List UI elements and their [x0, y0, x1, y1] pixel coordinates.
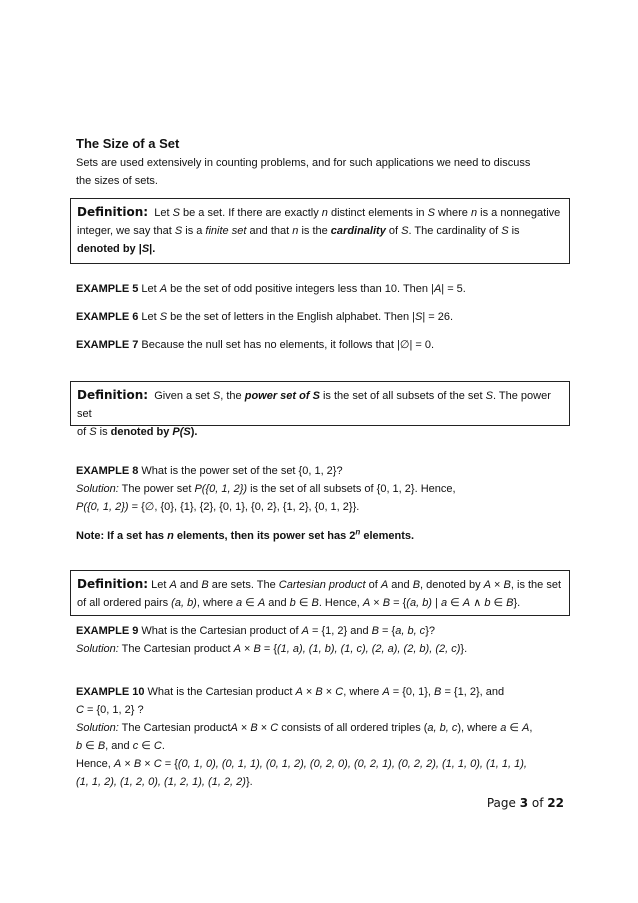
- def-var: S: [141, 243, 150, 255]
- example-text: What is the Cartesian product: [144, 686, 296, 698]
- example-8: [76, 462, 566, 516]
- def-text: . Hence,: [318, 597, 363, 609]
- example-text: = {1, 2} and: [308, 625, 372, 637]
- example-text: = {1, 2}, and: [441, 686, 505, 698]
- def-text: , denoted by: [420, 579, 484, 591]
- def-term: Cartesian product: [278, 579, 366, 591]
- def-var: a: [440, 597, 448, 609]
- def-text: and: [176, 579, 202, 591]
- example-text: Let: [138, 311, 160, 323]
- def-text: and: [265, 597, 290, 609]
- def-var: b: [289, 597, 296, 609]
- def-text: are sets. The: [208, 579, 279, 591]
- example-text: ×: [322, 686, 336, 698]
- example-var: B: [253, 643, 261, 655]
- def-text: Let: [148, 579, 170, 591]
- example-text: , and: [105, 740, 133, 752]
- example-10: [76, 683, 566, 791]
- example-expr: (1, 1, 2), (1, 2, 0), (1, 2, 1), (1, 2, 2): [76, 776, 246, 788]
- note-exponent: n: [355, 527, 361, 537]
- example-text: .: [161, 740, 165, 752]
- example-var: C: [76, 704, 84, 716]
- def-text: ∈: [490, 597, 507, 609]
- example-text: What is the Cartesian product of: [138, 625, 302, 637]
- example-var: A: [159, 283, 168, 295]
- example-text: ), where: [457, 722, 501, 734]
- def-var: B: [311, 597, 319, 609]
- example-text: }?: [425, 625, 435, 637]
- section-intro: [76, 154, 566, 190]
- def-term: power set of S: [244, 390, 320, 402]
- def-var: S: [501, 225, 509, 237]
- example-var: S: [159, 311, 168, 323]
- def-text: of: [77, 426, 90, 438]
- def-var: B: [503, 579, 511, 591]
- def-text: is a nonnegative: [477, 207, 561, 219]
- example-var: A: [233, 643, 241, 655]
- def-text: of all ordered pairs: [77, 597, 172, 609]
- def-text: . The cardinality of: [408, 225, 502, 237]
- example-label: EXAMPLE 7: [76, 339, 139, 351]
- def-text: |.: [149, 243, 156, 255]
- solution-label: Solution:: [76, 722, 119, 734]
- def-var: B: [506, 597, 514, 609]
- example-text: be the set of letters in the English alphabet. Then |: [167, 311, 415, 323]
- def-var: B: [201, 579, 209, 591]
- note-text: elements.: [360, 530, 415, 542]
- example-var: A: [382, 686, 390, 698]
- def-term: finite set: [205, 225, 247, 237]
- def-text: ∈: [447, 597, 463, 609]
- note-text: elements, then its power set has 2: [173, 530, 356, 542]
- def-text: where: [434, 207, 471, 219]
- example-var: a, b, c: [427, 722, 458, 734]
- def-var: S: [89, 426, 97, 438]
- def-text: }.: [513, 597, 521, 609]
- def-text: of: [385, 225, 402, 237]
- def-text: . The power set: [77, 390, 551, 420]
- note-power-set-size: [76, 527, 566, 545]
- intro-line-1: Sets are used extensively in counting problems, and for such applications we need to discuss: [76, 157, 531, 169]
- example-var: B: [97, 740, 106, 752]
- def-text: |: [431, 597, 441, 609]
- example-text: ×: [121, 758, 134, 770]
- page-number: [487, 796, 564, 810]
- example-expr: (0, 1, 0), (0, 1, 1), (0, 1, 2), (0, 2, 0), (0, 2, 1), (0, 2, 2), (1, 1, 0), (1, 1, 1),: [177, 758, 527, 770]
- example-5: [76, 280, 566, 298]
- def-var: A: [462, 597, 471, 609]
- intro-line-2: the sizes of sets.: [76, 175, 158, 187]
- def-term: P(S: [172, 426, 191, 438]
- def-term: cardinality: [330, 225, 386, 237]
- def-text: and that: [246, 225, 293, 237]
- def-var: S: [172, 207, 180, 219]
- example-text: }.: [460, 643, 468, 655]
- def-text: ×: [370, 597, 383, 609]
- def-var: S: [485, 390, 493, 402]
- example-var: A: [301, 625, 309, 637]
- solution-label: Solution:: [76, 483, 119, 495]
- definition-power-set-box: [70, 381, 570, 438]
- def-text: = {: [390, 597, 407, 609]
- definition-cardinality-box: [70, 198, 570, 264]
- example-label: EXAMPLE 8: [76, 465, 139, 477]
- def-text: , is the set: [510, 579, 562, 591]
- def-text: and: [388, 579, 413, 591]
- example-var: B: [315, 686, 323, 698]
- example-var: a: [500, 722, 507, 734]
- page-word: Page: [486, 796, 520, 810]
- example-7: [76, 336, 566, 354]
- def-var: b: [484, 597, 491, 609]
- def-text: is: [96, 426, 111, 438]
- example-var: A: [113, 758, 122, 770]
- definition-label: Definition:: [77, 577, 149, 591]
- def-text: is a: [182, 225, 206, 237]
- def-text: ).: [190, 426, 198, 438]
- example-var: a, b, c: [395, 625, 426, 637]
- def-var: (a, b): [171, 597, 197, 609]
- def-text: , where: [196, 597, 236, 609]
- example-9: [76, 622, 566, 658]
- def-text: is the: [298, 225, 331, 237]
- page-current: 3: [519, 796, 529, 810]
- def-text: Let: [154, 207, 173, 219]
- example-text: ∈: [82, 740, 98, 752]
- example-text: = {: [260, 643, 278, 655]
- example-text: ,: [529, 722, 533, 734]
- example-text: | = 26.: [422, 311, 454, 323]
- example-text: = {0, 1, 2} ?: [83, 704, 144, 716]
- def-text: be a set. If there are exactly: [179, 207, 322, 219]
- def-var: S: [427, 207, 435, 219]
- example-text: Hence,: [76, 758, 114, 770]
- def-text: Given a set: [154, 390, 213, 402]
- def-var: B: [382, 597, 391, 609]
- def-text: , the: [220, 390, 245, 402]
- section-title: The Size of a Set: [76, 136, 180, 151]
- example-text: ×: [237, 722, 251, 734]
- def-text: ×: [491, 579, 504, 591]
- def-text: of: [365, 579, 381, 591]
- example-text: What is the power set of the set {0, 1, 2}?: [138, 465, 343, 477]
- example-text: Let: [138, 283, 160, 295]
- example-var: C: [153, 758, 162, 770]
- solution-label: Solution:: [76, 643, 119, 655]
- example-text: ×: [302, 686, 316, 698]
- def-text: distinct elements in: [327, 207, 428, 219]
- example-var: A: [295, 686, 303, 698]
- def-var: n: [292, 225, 299, 237]
- example-text: = {0, 1},: [389, 686, 435, 698]
- def-text: is: [508, 225, 520, 237]
- example-var: B: [250, 722, 258, 734]
- def-var: A: [362, 597, 371, 609]
- example-label: EXAMPLE 5: [76, 283, 139, 295]
- example-label: EXAMPLE 6: [76, 311, 139, 323]
- example-expr: (1, a), (1, b), (1, c), (2, a), (2, b), (2, c): [277, 643, 461, 655]
- definition-cartesian-box: [70, 570, 570, 616]
- example-var: B: [371, 625, 379, 637]
- example-var: A: [522, 722, 530, 734]
- def-text: is the set of all subsets of the set: [319, 390, 486, 402]
- example-text: is the set of all subsets of {0, 1, 2}. Hence,: [247, 483, 456, 495]
- def-var: S: [174, 225, 183, 237]
- example-text: be the set of odd positive integers less than 10. Then |: [167, 283, 434, 295]
- example-var: B: [133, 758, 142, 770]
- def-var: A: [169, 579, 177, 591]
- example-var: A: [433, 283, 442, 295]
- def-var: n: [470, 207, 478, 219]
- example-text: The Cartesian product: [118, 643, 234, 655]
- def-var: S: [401, 225, 409, 237]
- note-text: Note: If a set has: [76, 530, 168, 542]
- example-text: ∈: [506, 722, 523, 734]
- example-text: ×: [257, 722, 271, 734]
- example-var: b: [76, 740, 83, 752]
- def-text: ∈: [242, 597, 258, 609]
- def-text: ∧: [470, 597, 485, 609]
- example-text: , where: [343, 686, 383, 698]
- example-text: ×: [240, 643, 254, 655]
- example-text: = {: [379, 625, 396, 637]
- note-var: n: [167, 530, 174, 542]
- example-var: S: [414, 311, 423, 323]
- example-var: A: [230, 722, 238, 734]
- example-6: [76, 308, 566, 326]
- example-text: ×: [141, 758, 154, 770]
- def-text: ∈: [295, 597, 312, 609]
- def-text: integer, we say that: [77, 225, 175, 237]
- example-var: B: [434, 686, 442, 698]
- def-var: a: [236, 597, 243, 609]
- def-var: A: [380, 579, 389, 591]
- example-label: EXAMPLE 9: [76, 625, 139, 637]
- page-of-word: of: [528, 796, 548, 810]
- example-text: }.: [245, 776, 253, 788]
- def-var: B: [412, 579, 421, 591]
- definition-label: Definition:: [77, 388, 149, 402]
- def-text: denoted by: [110, 426, 173, 438]
- example-text: = {: [161, 758, 178, 770]
- example-text: consists of all ordered triples (: [278, 722, 428, 734]
- example-text: = {∅, {0}, {1}, {2}, {0, 1}, {0, 2}, {1, 2}, {0, 1, 2}}.: [128, 501, 360, 513]
- def-var: n: [321, 207, 328, 219]
- example-text: ∈: [138, 740, 154, 752]
- def-var: S: [212, 390, 221, 402]
- definition-label: Definition:: [77, 205, 149, 219]
- example-text: The Cartesian product: [118, 722, 231, 734]
- example-var: C: [270, 722, 279, 734]
- example-var: c: [132, 740, 139, 752]
- page-total: 22: [547, 796, 564, 810]
- example-var: C: [153, 740, 162, 752]
- def-var: A: [257, 597, 266, 609]
- def-var: A: [483, 579, 491, 591]
- example-expr: P({0, 1, 2}): [76, 501, 129, 513]
- example-var: C: [335, 686, 344, 698]
- example-expr: P({0, 1, 2}): [194, 483, 248, 495]
- example-text: Because the null set has no elements, it follows that |∅| = 0.: [138, 339, 435, 351]
- example-text: The power set: [118, 483, 195, 495]
- def-text: denoted by |: [77, 243, 142, 255]
- example-text: | = 5.: [441, 283, 466, 295]
- example-label: EXAMPLE 10: [76, 686, 145, 698]
- def-var: (a, b): [406, 597, 432, 609]
